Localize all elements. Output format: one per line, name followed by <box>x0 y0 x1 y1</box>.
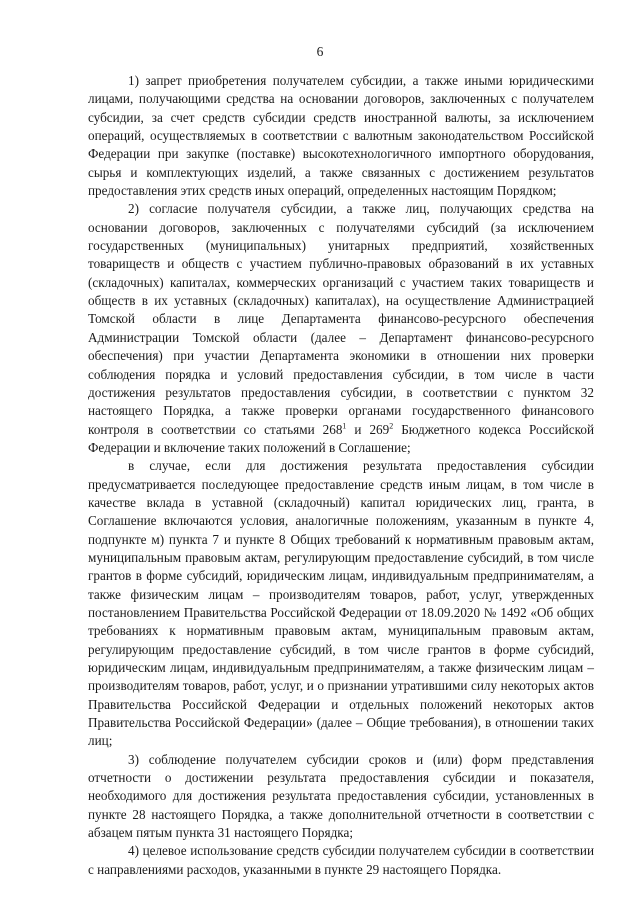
paragraph-text: Бюджетного кодекса Российской Федерации и включение таких положений в Соглашение; <box>88 421 595 455</box>
paragraph-text: в случае, если для достижения результата предоставления субсидии предусматривается последующее предоставление средств иным лицам, в том числе в качестве вклада в уставной (складочный) капитал юридических лиц, гранта, в Соглашение включаются условия, аналогичные положениям, указанным в пункте 4, подпункте м) пункта 7 и пункте 8 Общих требований к нормативным правовым актам, муниципальным правовым актам, регулирующим предоставление субсидий, в том числе грантов в форме субсидий, юридическим лицам, индивидуальным предпринимателям, а также физическим лицам – производителям товаров, работ, услуг, утвержденных постановлением Правительства Российской Федерации от 18.09.2020 № 1492 «Об общих требованиях к нормативным правовым актам, муниципальным правовым актам, регулирующим предоставление субсидий, в том числе грантов в форме субсидий, юридическим лицам, индивидуальным предпринимателям, а также физическим лицам – производителям товаров, работ, услуг, и о признании утратившими силу некоторых актов Правительства Российской Федерации и отдельных положений некоторых актов Правительства Российской Федерации» (далее – Общие требования), в отношении таких лиц; <box>88 458 594 749</box>
paragraph-text: 3) соблюдение получателем субсидии сроков и (или) форм представления отчетности о достижении результата предоставления субсидии и показателя, необходимого для достижения результата предоставления субсидии, установленных в пункте 28 настоящего Порядка, а также дополнительной отчетности в соответствии с абзацем пятым пункта 31 настоящего Порядка; <box>88 751 594 841</box>
paragraph-further-provision-conditions <box>88 457 594 751</box>
paragraph-item-2-consent-to-inspection <box>88 200 594 457</box>
paragraph-item-4-targeted-use <box>88 842 594 879</box>
document-body <box>88 72 594 879</box>
paragraph-item-1-ban-foreign-currency <box>88 72 594 200</box>
superscript-article-268: 1 <box>342 421 347 431</box>
paragraph-text: 4) целевое использование средств субсидии получателем субсидии в соответствии с направлениями расходов, указанными в пункте 29 настоящего Порядка. <box>88 843 594 877</box>
paragraph-item-3-reporting-deadlines <box>88 751 594 843</box>
page-number: 6 <box>316 44 324 59</box>
superscript-article-269: 2 <box>389 421 394 431</box>
paragraph-text: и 269 <box>346 421 390 437</box>
paragraph-text: 2) согласие получателя субсидии, а также лиц, получающих средства на основании договоров, заключенных с получателями субсидий (за исключением государственных (муниципальных) унитарных предприятий, хозяйственных товариществ и обществ с участием публично-правовых образований в их уставных (складочных) капиталах, коммерческих организаций с участием таких товариществ и обществ в их уставных (складочных) капиталах), на осуществление Администрацией Томской области в лице Департамента финансово-ресурсного обеспечения Администрации Томской области (далее – Департамент финансово-ресурсного обеспечения) при участии Департамента экономики в отношении них проверки соблюдения порядка и условий предоставления субсидии, в том числе в части достижения результатов предоставления субсидии, в соответствии с пунктом 32 настоящего Порядка, а также проверки органами государственного финансового контроля в соответствии со статьями 268 <box>88 201 594 437</box>
paragraph-text: 1) запрет приобретения получателем субсидии, а также иными юридическими лицами, получающими средства на основании договоров, заключенных с получателем субсидии, за счет средств субсидии средств иностранной валюты, за исключением операций, осуществляемых в соответствии с валютным законодательством Российской Федерации при закупке (поставке) высокотехнологичного импортного оборудования, сырья и комплектующих изделий, а также связанных с достижением результатов предоставления этих средств иных операций, определенных настоящим Порядком; <box>88 73 594 199</box>
